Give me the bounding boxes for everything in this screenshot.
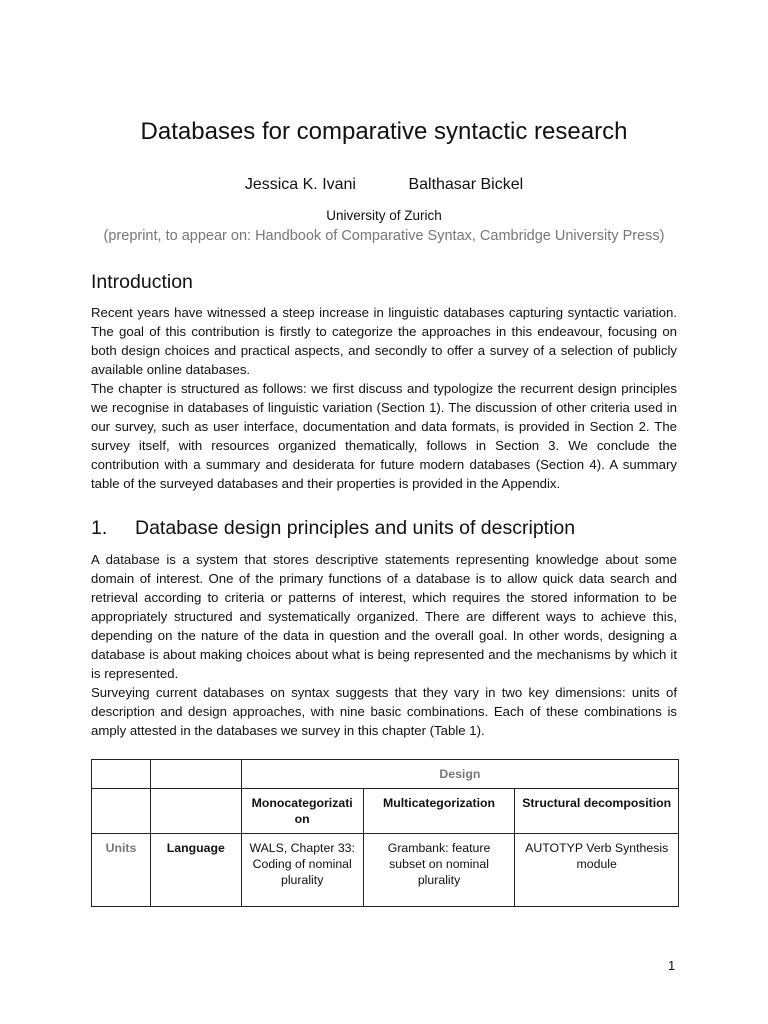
table-row — [92, 760, 679, 789]
publication-note: (preprint, to appear on: Handbook of Comparative Syntax, Cambridge University Press) — [103, 228, 665, 244]
table-cell — [92, 760, 151, 789]
column-header: Structural decomposition — [515, 789, 679, 834]
column-header: Multicategorization — [363, 789, 515, 834]
introduction-heading: Introduction — [91, 271, 193, 293]
table-cell — [150, 789, 241, 834]
table-cell — [92, 789, 151, 834]
table-row — [92, 834, 679, 907]
paper-title: Databases for comparative syntactic research — [140, 118, 628, 145]
author-name: Jessica K. Ivani — [244, 176, 356, 193]
table-cell: Grambank: feature subset on nominal plurality — [363, 834, 515, 907]
row-label-cell: Language — [150, 834, 241, 907]
author-name: Balthasar Bickel — [408, 176, 524, 193]
table-cell: AUTOTYP Verb Synthesis module — [515, 834, 679, 907]
units-header-cell: Units — [92, 834, 151, 907]
paragraph: A database is a system that stores descriptive statements representing knowledge about some domain of interest. One of the primary functions of a database is to allow quick data search and retrieval according to criteria or patterns of interest, which requires the stored information to be appropriately structured and systematically organized. There are different ways to achieve this, depending on the nature of the data in question and the overall goal. In other words, designing a database is about making choices about what is being represented and the mechanisms by which it is represented. — [91, 552, 677, 681]
table-cell — [150, 760, 241, 789]
paragraph: Recent years have witnessed a steep increase in linguistic databases capturing syntactic variation. The goal of this contribution is firstly to categorize the approaches in this endeavour, focusing on both design choices and practical aspects, and secondly to offer a survey of a selection of publicly available online databases. — [91, 305, 677, 377]
section-1-heading — [91, 517, 575, 540]
section-1-body — [91, 550, 677, 740]
introduction-body — [91, 303, 677, 493]
column-header: Monocategorizati on — [241, 789, 363, 834]
paragraph: The chapter is structured as follows: we first discuss and typologize the recurrent design principles we recognise in databases of linguistic variation (Section 1). The discussion of other criteria used in our survey, such as user interface, documentation and data formats, is provided in Section 2. The survey itself, with resources organized thematically, follows in Section 3. We conclude the contribution with a summary and desiderata for future modern databases (Section 4). A summary table of the surveyed databases and their properties is provided in the Appendix. — [91, 381, 677, 491]
design-header-cell: Design — [241, 760, 678, 789]
section-number: 1. — [91, 517, 108, 539]
table-cell: WALS, Chapter 33: Coding of nominal plurality — [241, 834, 363, 907]
section-title: Database design principles and units of description — [135, 517, 576, 539]
page-number: 1 — [668, 958, 676, 973]
design-units-table — [91, 759, 679, 907]
paragraph: Surveying current databases on syntax suggests that they vary in two key dimensions: units of description and design approaches, with nine basic combinations. Each of these combinations is amply attested in the databases we survey in this chapter (Table 1). — [91, 685, 677, 738]
table-row — [92, 789, 679, 834]
affiliation: University of Zurich — [326, 208, 442, 223]
author-list — [0, 176, 768, 194]
